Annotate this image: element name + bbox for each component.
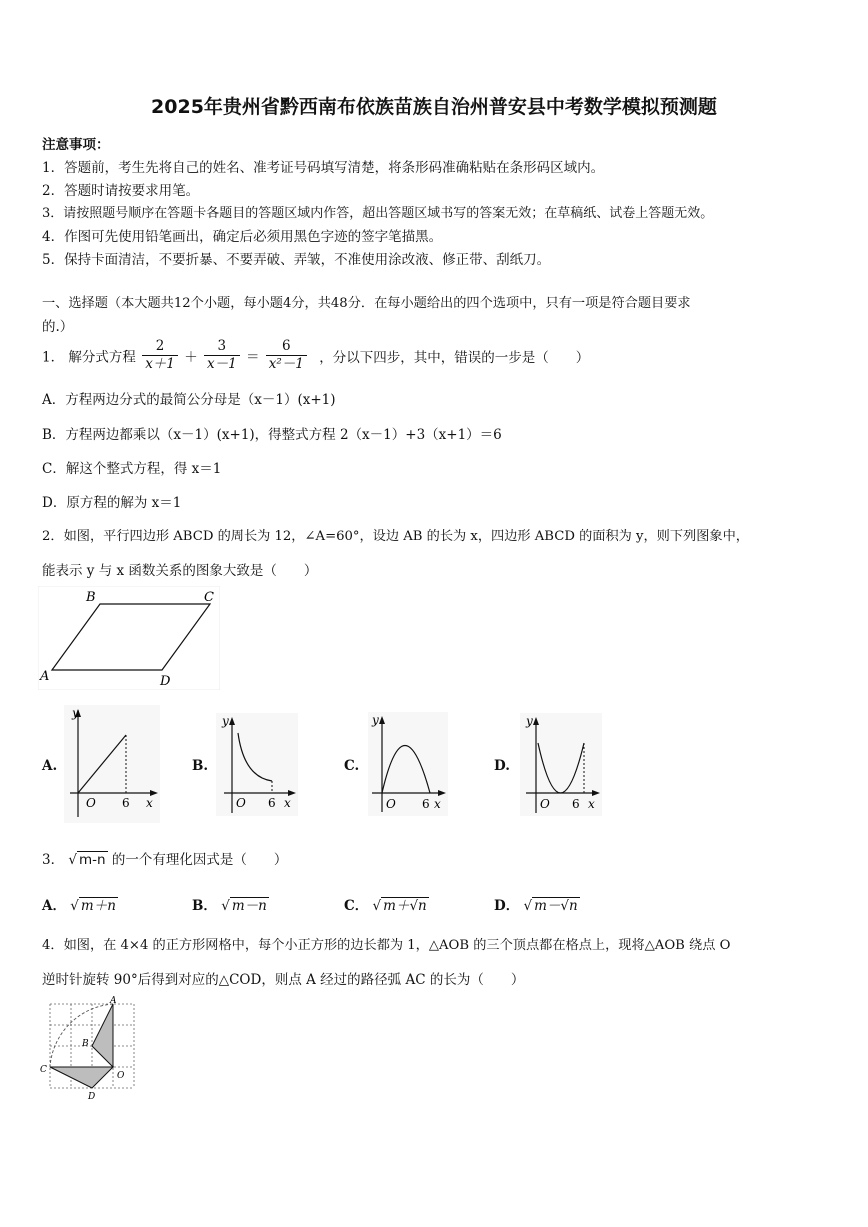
page-title: 2025年贵州省黔西南布依族苗族自治州普安县中考数学模拟预测题	[151, 96, 717, 118]
section-heading: 一、选择题（本大题共12个小题，每小题4分，共48分．在每小题给出的四个选项中，只有一项是符合题目要求	[42, 296, 691, 311]
parallelogram-figure	[38, 586, 220, 690]
q2-option-label-b: B.	[192, 758, 209, 774]
y-axis-label: y	[372, 713, 379, 727]
x-axis-label: x	[146, 796, 153, 810]
question-2-stem-cont: 能表示 y 与 x 函数关系的图象大致是（ ）	[42, 563, 318, 579]
notice-item: 5．保持卡面清洁，不要折暴、不要弄破、弄皱，不准使用涂改液、修正带、刮纸刀。	[42, 252, 551, 268]
point-label-c: C	[40, 1065, 47, 1075]
q1-option-a: A．方程两边分式的最简公分母是（x－1）(x+1)	[42, 392, 336, 408]
q2-option-label-a: A.	[42, 758, 58, 774]
tick-label-6: 6	[422, 797, 430, 811]
y-axis-label: y	[72, 706, 79, 720]
q3-option-b: B． √ m－n	[192, 898, 267, 914]
tick-label-6: 6	[572, 797, 580, 811]
x-axis-label: x	[588, 797, 595, 811]
q2-option-label-c: C.	[344, 758, 360, 774]
x-axis-label: x	[434, 797, 441, 811]
triangle-aob	[92, 1004, 113, 1067]
point-label-o: O	[117, 1071, 125, 1081]
q2-graph-c	[368, 712, 448, 816]
x-axis-label: x	[284, 796, 291, 810]
q2-option-label-d: D.	[494, 758, 510, 774]
radical-expression: √ m-n	[68, 852, 106, 868]
point-label-a: A	[110, 996, 117, 1006]
fraction: $\frac{6}{\text{x²－1}}$	[266, 338, 307, 373]
fraction: $\frac{3}{x-1}$	[204, 338, 240, 373]
vertex-label-c: C	[204, 590, 214, 605]
point-label-b: B	[82, 1039, 89, 1049]
q2-graph-a	[64, 705, 160, 823]
y-axis-label: y	[222, 714, 229, 728]
question-4-stem: 4．如图，在 4×4 的正方形网格中，每个小正方形的边长都为 1，△AOB 的三个顶点都在格点上，现将△AOB 绕点 O	[42, 938, 731, 953]
origin-label: O	[86, 796, 96, 810]
y-axis-label: y	[526, 714, 533, 728]
question-4-stem-cont: 逆时针旋转 90°后得到对应的△COD，则点 A 经过的路径弧 AC 的长为（ ）	[42, 972, 525, 988]
origin-label: O	[540, 797, 550, 811]
plus-sign: ＋	[184, 349, 198, 366]
q3-suffix: 的一个有理化因式是（ ）	[111, 852, 288, 868]
vertex-label-d: D	[160, 674, 171, 689]
q1-suffix: ，分以下四步，其中，错误的一步是（ ）	[319, 349, 590, 366]
tick-label-6: 6	[122, 796, 130, 810]
notice-item: 4．作图可先使用铅笔画出，确定后必须用黑色字迹的签字笔描黑。	[42, 229, 443, 245]
q1-prefix: 1． 解分式方程	[42, 349, 136, 366]
q3-option-d: D． √ m－√n	[494, 898, 578, 914]
vertex-label-b: B	[86, 590, 96, 605]
q3-number: 3．	[42, 852, 65, 868]
equals-sign: ＝	[245, 349, 260, 366]
notice-item: 2．答题时请按要求用笔。	[42, 183, 200, 199]
tick-label-6: 6	[268, 796, 276, 810]
q2-graph-b	[216, 713, 298, 816]
q1-option-c: C．解这个整式方程，得 x＝1	[42, 461, 222, 477]
q1-option-d: D．原方程的解为 x＝1	[42, 495, 182, 511]
question-2-stem: 2．如图，平行四边形 ABCD 的周长为 12，∠A=60°，设边 AB 的长为 x，四边形 ABCD 的面积为 y，则下列图象中，	[42, 529, 749, 544]
grid-rotation-figure	[38, 996, 138, 1102]
question-3-stem	[42, 848, 287, 868]
point-label-d: D	[88, 1092, 96, 1102]
q1-option-b: B．方程两边都乘以（x－1）(x+1)，得整式方程 2（x－1）+3（x+1）＝6	[42, 427, 502, 443]
fraction: $\frac{2}{x+1}$	[142, 338, 178, 373]
notice-item: 3．请按照题号顺序在答题卡各题目的答题区域内作答，超出答题区域书写的答案无效；在草稿纸、试卷上答题无效。	[42, 206, 714, 221]
q3-option-c: C． √ m＋√n	[344, 898, 427, 914]
triangle-cod	[50, 1067, 113, 1088]
q2-graph-d	[520, 713, 602, 816]
vertex-label-a: A	[40, 669, 50, 684]
origin-label: O	[236, 796, 246, 810]
section-heading-cont: 的.）	[42, 319, 74, 335]
notice-item: 1．答题前，考生先将自己的姓名、准考证号码填写清楚，将条形码准确粘贴在条形码区域内。	[42, 160, 605, 176]
origin-label: O	[386, 797, 396, 811]
question-1-stem	[42, 338, 589, 373]
notice-heading: 注意事项：	[42, 137, 110, 153]
q3-option-a: A． √ m＋n	[42, 898, 116, 914]
